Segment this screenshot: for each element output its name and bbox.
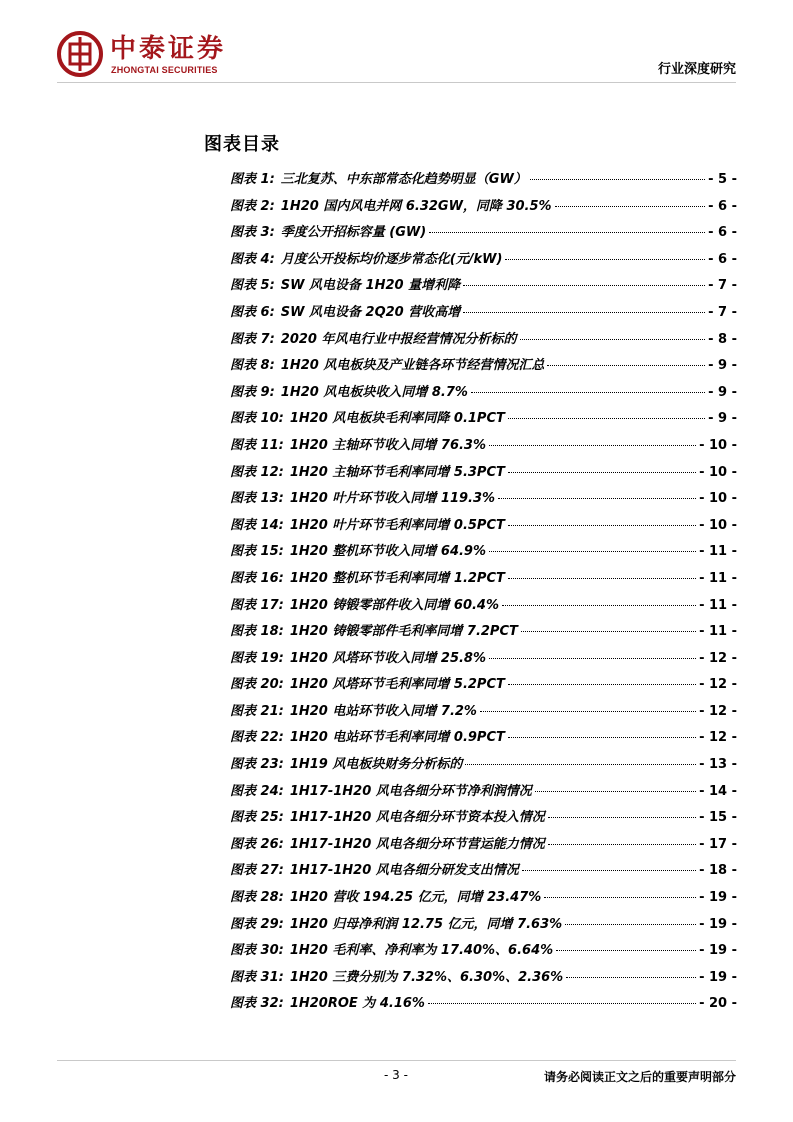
toc-entry-page: - 10 - xyxy=(699,517,737,533)
toc-entry-label: 图表 1: xyxy=(230,172,275,187)
toc-entry[interactable] xyxy=(230,354,737,381)
toc-entry-page: - 14 - xyxy=(699,783,737,799)
toc-entry[interactable] xyxy=(230,328,737,355)
toc-entry-page: - 7 - xyxy=(708,304,737,320)
toc-entry-page: - 11 - xyxy=(699,624,737,640)
toc-entry-leader xyxy=(508,737,696,738)
toc-entry[interactable] xyxy=(230,966,737,993)
toc-entry-leader xyxy=(508,578,696,579)
toc-entry-title: 2020 年风电行业中报经营情况分析标的 xyxy=(280,331,517,347)
toc-entry[interactable] xyxy=(230,514,737,541)
toc-entry-label: 图表 22: xyxy=(230,730,284,746)
toc-entry-title: 1H20 归母净利润 12.75 亿元，同增 7.63% xyxy=(289,916,563,932)
toc-entry-leader xyxy=(471,392,705,393)
toc-entry-leader xyxy=(480,711,696,712)
toc-entry-title: 1H17-1H20 风电各细分环节净利润情况 xyxy=(289,783,532,799)
toc-entry-title: 1H20 国内风电并网 6.32GW，同降 30.5% xyxy=(280,198,552,214)
toc-entry-label: 图表 3: xyxy=(230,225,275,241)
toc-entry-leader xyxy=(505,259,705,260)
toc-entry-title: 1H20 毛利率、净利率为 17.40%、6.64% xyxy=(289,943,554,959)
toc-entry[interactable] xyxy=(230,567,737,594)
toc-entry-label: 图表 4: xyxy=(230,251,275,267)
toc-entry-leader xyxy=(508,418,705,419)
toc-entry[interactable] xyxy=(230,753,737,780)
toc-entry-page: - 7 - xyxy=(708,278,737,294)
toc-entry-leader xyxy=(502,605,696,606)
toc-entry-label: 图表 26: xyxy=(230,836,284,852)
toc-entry-leader xyxy=(535,791,696,792)
toc-entry-leader xyxy=(428,1003,696,1004)
toc-entry-page: - 19 - xyxy=(699,943,737,959)
toc-entry-leader xyxy=(465,764,696,765)
toc-entry-label: 图表 18: xyxy=(230,624,284,640)
toc-entry-title: 1H19 风电板块财务分析标的 xyxy=(289,757,463,773)
toc-entry[interactable] xyxy=(230,461,737,488)
toc-entry-page: - 9 - xyxy=(708,411,737,427)
toc-entry[interactable] xyxy=(230,407,737,434)
toc-entry[interactable] xyxy=(230,886,737,913)
toc-entry-leader xyxy=(548,817,696,818)
toc-entry-title: 1H20 风塔环节毛利率同增 5.2PCT xyxy=(289,677,505,693)
toc-entry-leader xyxy=(508,472,696,473)
toc-entry-label: 图表 19: xyxy=(230,650,284,666)
toc-entry-label: 图表 14: xyxy=(230,517,284,533)
toc-entry-label: 图表 29: xyxy=(230,916,284,932)
toc-title: 图表目录 xyxy=(204,134,280,155)
toc-entry-label: 图表 6: xyxy=(230,304,275,320)
toc-entry-label: 图表 2: xyxy=(230,198,275,214)
company-logo xyxy=(57,31,247,79)
toc-entry-page: - 18 - xyxy=(699,863,737,879)
toc-entry-leader xyxy=(520,339,706,340)
toc-entry-title: 季度公开招标容量 (GW) xyxy=(280,225,427,241)
toc-entry-title: 三北复苏、中东部常态化趋势明显（GW） xyxy=(280,172,527,187)
toc-entry[interactable] xyxy=(230,301,737,328)
toc-entry-leader xyxy=(555,206,706,207)
toc-entry[interactable] xyxy=(230,168,737,195)
toc-entry-leader xyxy=(544,897,696,898)
toc-entry-label: 图表 5: xyxy=(230,278,275,294)
toc-entry-label: 图表 7: xyxy=(230,331,275,347)
toc-entry-leader xyxy=(429,232,705,233)
toc-entry-title: 1H20 三费分别为 7.32%、6.30%、2.36% xyxy=(289,969,564,985)
footer-disclaimer: 请务必阅读正文之后的重要声明部分 xyxy=(543,1070,736,1084)
toc-entry-label: 图表 27: xyxy=(230,863,284,879)
toc-entry-label: 图表 24: xyxy=(230,783,284,799)
toc-entry-page: - 19 - xyxy=(699,916,737,932)
toc-entry-label: 图表 20: xyxy=(230,677,284,693)
toc-entry-page: - 6 - xyxy=(708,198,737,214)
toc-entry-label: 图表 15: xyxy=(230,544,284,560)
toc-entry-label: 图表 12: xyxy=(230,464,284,480)
toc-entry-page: - 19 - xyxy=(699,890,737,906)
toc-entry-page: - 8 - xyxy=(708,331,737,347)
toc-entry-title: 1H20 营收 194.25 亿元，同增 23.47% xyxy=(289,890,542,906)
toc-entry-label: 图表 8: xyxy=(230,358,275,374)
page-number: - 3 - xyxy=(384,1068,408,1082)
header-divider xyxy=(57,82,736,83)
toc-entry-title: 1H20 叶片环节收入同增 119.3% xyxy=(289,491,496,507)
toc-entry-leader xyxy=(522,870,696,871)
toc-entry-page: - 12 - xyxy=(699,703,737,719)
toc-entry-label: 图表 11: xyxy=(230,437,284,453)
toc-entry[interactable] xyxy=(230,913,737,940)
toc-entry-page: - 11 - xyxy=(699,544,737,560)
toc-entry-leader xyxy=(498,498,696,499)
toc-entry[interactable] xyxy=(230,274,737,301)
toc-entry-title: 1H20 风电板块收入同增 8.7% xyxy=(280,384,468,400)
toc-entry-title: 1H17-1H20 风电各细分环节营运能力情况 xyxy=(289,836,545,852)
footer-divider xyxy=(57,1060,736,1061)
toc-entry-label: 图表 23: xyxy=(230,757,284,773)
toc-entry[interactable] xyxy=(230,221,737,248)
toc-entry-page: - 19 - xyxy=(699,969,737,985)
toc-entry-leader xyxy=(463,312,705,313)
toc-entry-title: 1H20 主轴环节毛利率同增 5.3PCT xyxy=(289,464,505,480)
toc-entry[interactable] xyxy=(230,195,737,222)
toc-entry-title: 1H17-1H20 风电各细分环节资本投入情况 xyxy=(289,810,545,826)
toc-entry-title: SW 风电设备 2Q20 营收高增 xyxy=(280,304,461,320)
logo-chinese-name: 中泰证券 xyxy=(110,34,227,64)
toc-entry-label: 图表 28: xyxy=(230,890,284,906)
toc-entry-leader xyxy=(548,844,696,845)
toc-entry-label: 图表 32: xyxy=(230,996,284,1012)
toc-entry-page: - 9 - xyxy=(708,358,737,374)
toc-entry-label: 图表 31: xyxy=(230,969,284,985)
toc-entry-title: 1H20ROE 为 4.16% xyxy=(289,996,425,1012)
toc-entry-page: - 13 - xyxy=(699,757,737,773)
toc-entry-title: 1H20 电站环节收入同增 7.2% xyxy=(289,703,477,719)
toc-entry-page: - 10 - xyxy=(699,464,737,480)
toc-entry-label: 图表 25: xyxy=(230,810,284,826)
toc-entry-title: 1H20 电站环节毛利率同增 0.9PCT xyxy=(289,730,505,746)
toc-entry[interactable] xyxy=(230,647,737,674)
toc-entry-page: - 12 - xyxy=(699,730,737,746)
toc-entry-leader xyxy=(556,950,696,951)
toc-entry-label: 图表 17: xyxy=(230,597,284,613)
toc-entry-page: - 6 - xyxy=(708,225,737,241)
toc-entry[interactable] xyxy=(230,434,737,461)
toc-entry[interactable] xyxy=(230,833,737,860)
toc-entry-page: - 15 - xyxy=(699,810,737,826)
toc-entry[interactable] xyxy=(230,673,737,700)
toc-entry-label: 图表 21: xyxy=(230,703,284,719)
logo-english-name: ZHONGTAI SECURITIES xyxy=(111,65,218,75)
toc-entry-page: - 10 - xyxy=(699,491,737,507)
toc-entry-leader xyxy=(508,525,696,526)
toc-entry-label: 图表 13: xyxy=(230,491,284,507)
toc-entry[interactable] xyxy=(230,992,737,1019)
toc-entry[interactable] xyxy=(230,381,737,408)
toc-list xyxy=(230,168,737,1019)
toc-entry[interactable] xyxy=(230,248,737,275)
toc-entry-title: 1H20 铸锻零部件收入同增 60.4% xyxy=(289,597,499,613)
toc-entry[interactable] xyxy=(230,540,737,567)
toc-entry-title: 1H20 整机环节毛利率同增 1.2PCT xyxy=(289,570,505,586)
toc-entry-page: - 12 - xyxy=(699,650,737,666)
toc-entry-title: 月度公开投标均价逐步常态化(元/kW) xyxy=(280,251,503,267)
toc-entry-title: 1H20 主轴环节收入同增 76.3% xyxy=(289,437,486,453)
zhongtai-logo-icon xyxy=(57,31,103,77)
toc-entry[interactable] xyxy=(230,594,737,621)
toc-entry-title: 1H20 风塔环节收入同增 25.8% xyxy=(289,650,486,666)
toc-entry[interactable] xyxy=(230,487,737,514)
toc-entry[interactable] xyxy=(230,939,737,966)
toc-entry-leader xyxy=(508,684,696,685)
report-type-label: 行业深度研究 xyxy=(657,62,736,77)
toc-entry[interactable] xyxy=(230,700,737,727)
toc-entry-label: 图表 30: xyxy=(230,943,284,959)
toc-entry-leader xyxy=(530,179,705,180)
toc-entry-page: - 20 - xyxy=(699,996,737,1012)
toc-entry-page: - 11 - xyxy=(699,570,737,586)
toc-entry[interactable] xyxy=(230,620,737,647)
toc-entry[interactable] xyxy=(230,780,737,807)
toc-entry-page: - 12 - xyxy=(699,677,737,693)
toc-entry-title: 1H20 铸锻零部件毛利率同增 7.2PCT xyxy=(289,624,518,640)
toc-entry-page: - 6 - xyxy=(708,251,737,267)
toc-entry[interactable] xyxy=(230,726,737,753)
toc-entry-title: 1H20 整机环节收入同增 64.9% xyxy=(289,544,486,560)
toc-entry-label: 图表 9: xyxy=(230,384,275,400)
toc-entry-page: - 11 - xyxy=(699,597,737,613)
toc-entry-page: - 9 - xyxy=(708,384,737,400)
toc-entry-title: 1H20 风电板块毛利率同降 0.1PCT xyxy=(289,411,505,427)
toc-entry-leader xyxy=(489,658,696,659)
toc-entry-title: 1H17-1H20 风电各细分研发支出情况 xyxy=(289,863,519,879)
toc-entry-label: 图表 10: xyxy=(230,411,284,427)
toc-entry-leader xyxy=(565,924,696,925)
toc-entry-title: 1H20 叶片环节毛利率同增 0.5PCT xyxy=(289,517,505,533)
toc-entry-page: - 5 - xyxy=(708,172,737,187)
toc-entry[interactable] xyxy=(230,806,737,833)
toc-entry-title: SW 风电设备 1H20 量增利降 xyxy=(280,278,461,294)
toc-entry-leader xyxy=(489,445,696,446)
toc-entry-leader xyxy=(463,285,705,286)
toc-entry-page: - 17 - xyxy=(699,836,737,852)
toc-entry-leader xyxy=(547,365,705,366)
toc-entry-page: - 10 - xyxy=(699,437,737,453)
toc-entry-leader xyxy=(521,631,696,632)
toc-entry-leader xyxy=(566,977,696,978)
toc-entry-leader xyxy=(489,551,696,552)
toc-entry-label: 图表 16: xyxy=(230,570,284,586)
toc-entry-title: 1H20 风电板块及产业链各环节经营情况汇总 xyxy=(280,358,545,374)
toc-entry[interactable] xyxy=(230,859,737,886)
